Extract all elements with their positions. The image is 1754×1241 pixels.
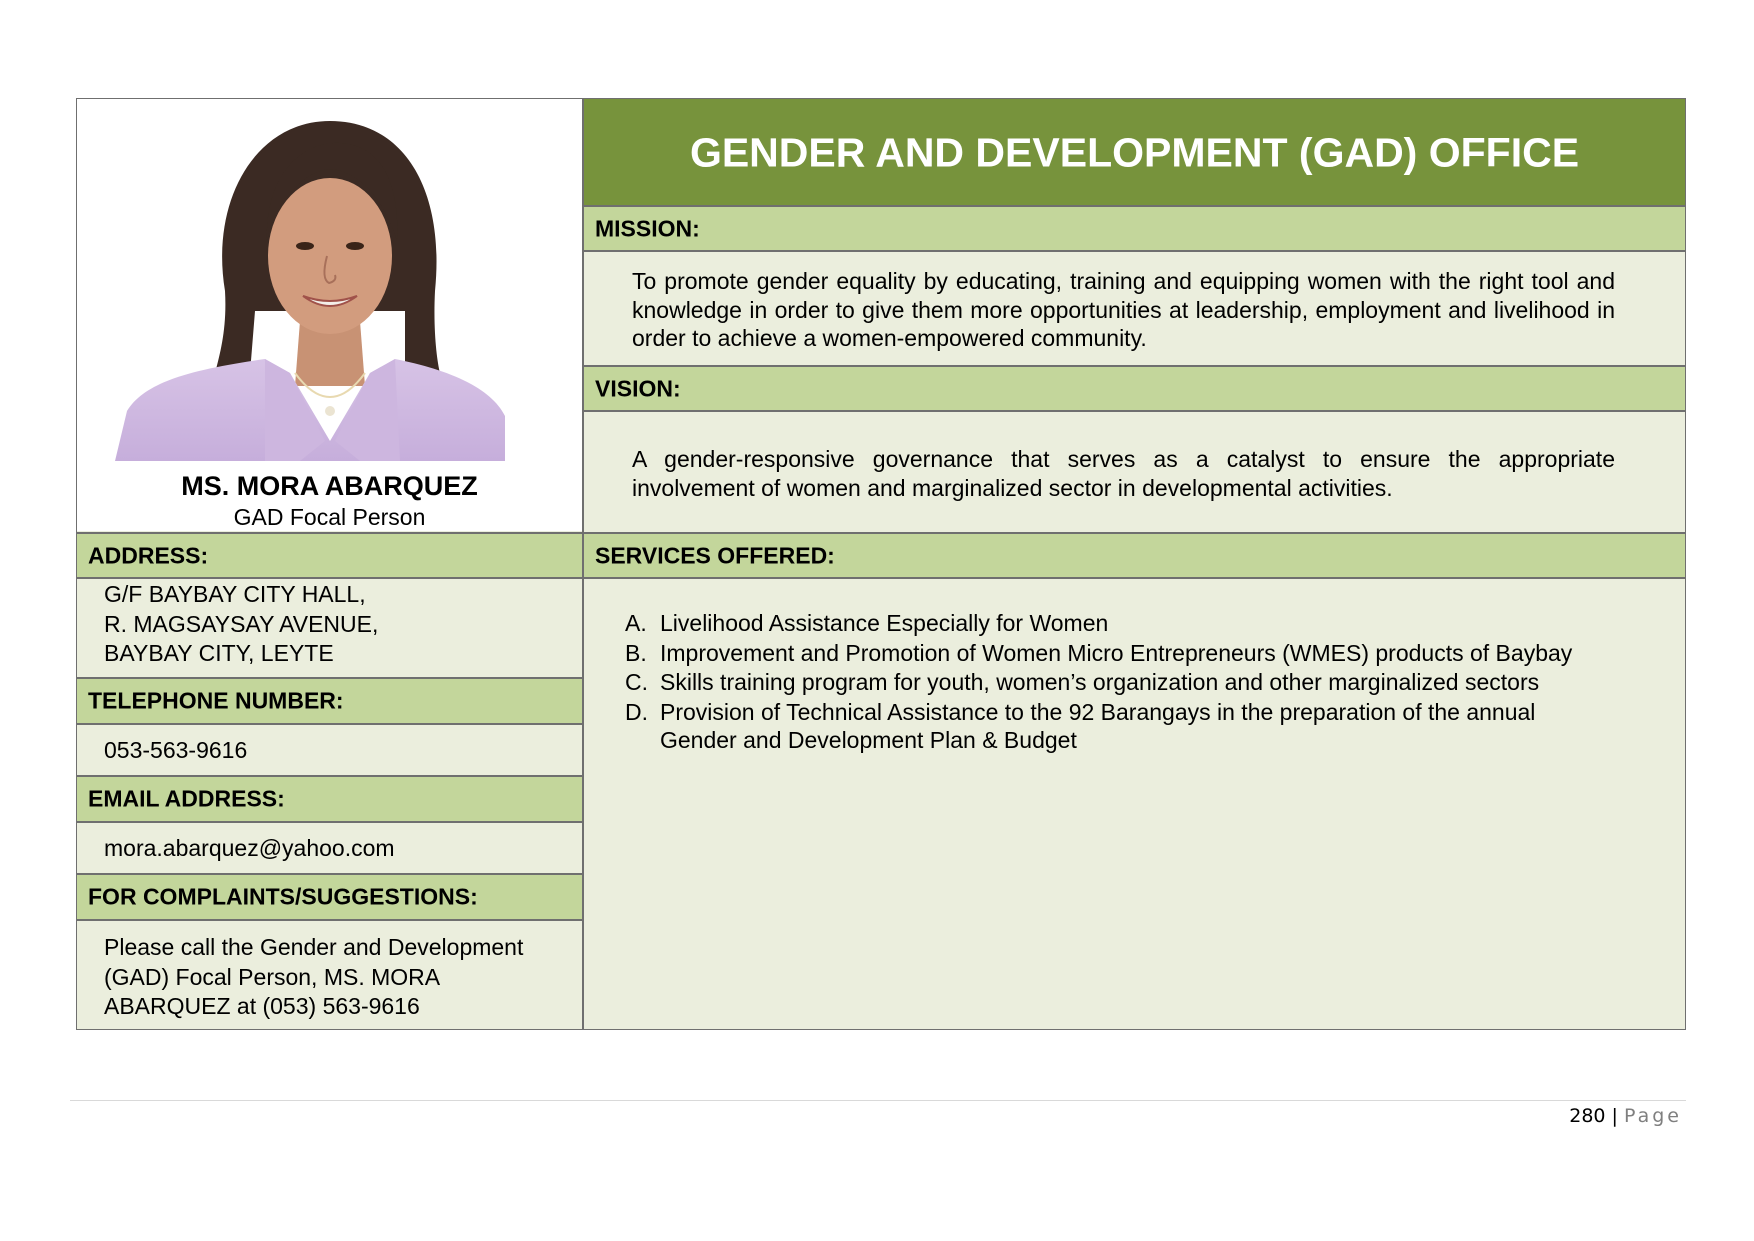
row-divider <box>584 250 1685 252</box>
complaints-line: (GAD) Focal Person, MS. MORA <box>104 963 441 990</box>
services-list <box>622 609 1582 756</box>
column-divider <box>582 99 584 1029</box>
list-item-text: Livelihood Assistance Especially for Women <box>660 610 1109 636</box>
complaints-label: FOR COMPLAINTS/SUGGESTIONS: <box>88 883 478 910</box>
complaints-line: Please call the Gender and Development <box>104 934 524 960</box>
page-number: 280 <box>1569 1105 1606 1127</box>
list-marker: C. <box>625 669 648 695</box>
row-divider <box>77 919 582 921</box>
office-info-card <box>76 98 1686 1030</box>
list-item <box>622 698 1582 755</box>
email-value: mora.abarquez@yahoo.com <box>104 835 395 861</box>
complaints-line: ABARQUEZ at (053) 563-9616 <box>104 993 420 1019</box>
row-divider <box>77 677 582 679</box>
office-title-bar <box>584 99 1685 206</box>
address-line: BAYBAY CITY, LEYTE <box>104 640 334 666</box>
telephone-label: TELEPHONE NUMBER: <box>88 687 344 714</box>
vision-header <box>584 366 1685 411</box>
list-item <box>622 668 1582 697</box>
vision-label: VISION: <box>595 375 681 401</box>
list-item-text: Provision of Technical Assistance to the 92 Barangays in the preparation of the annual Gender and Development Plan & Budget <box>660 698 1536 753</box>
complaints-text <box>104 933 523 1022</box>
person-name: MS. MORA ABARQUEZ <box>181 471 478 501</box>
mission-label: MISSION: <box>595 215 700 241</box>
complaints-header <box>77 874 582 920</box>
address-block <box>104 580 378 669</box>
footer-rule <box>70 1100 1686 1101</box>
mission-header <box>584 206 1685 251</box>
row-divider <box>77 775 582 777</box>
page-separator: | <box>1611 1105 1618 1127</box>
address-header <box>77 533 582 578</box>
list-item-text: Improvement and Promotion of Women Micro Entrepreneurs (WMES) products of Baybay <box>660 639 1573 666</box>
person-photo <box>115 111 505 461</box>
mission-text: To promote gender equality by educating, training and equipping women with the right tool and knowledge in order to give them more opportunities at leadership, employment and livelihood in order to achieve a women-empowered community. <box>632 268 1615 351</box>
office-title: GENDER AND DEVELOPMENT (GAD) OFFICE <box>689 129 1580 175</box>
row-divider <box>77 723 582 725</box>
services-header <box>584 533 1685 578</box>
vision-text: A gender-responsive governance that serves as a catalyst to ensure the appropriate involvement of women and marginalized sector in developmental activities. <box>632 446 1615 501</box>
person-role: GAD Focal Person <box>233 504 426 530</box>
row-divider <box>77 873 582 875</box>
photo-cell <box>77 99 582 531</box>
address-line: R. MAGSAYSAY AVENUE, <box>104 610 379 637</box>
list-item-text: Skills training program for youth, women’s organization and other marginalized sectors <box>660 669 1540 695</box>
email-label: EMAIL ADDRESS: <box>88 785 285 812</box>
list-marker: A. <box>625 610 647 636</box>
page-word: Page <box>1624 1105 1682 1127</box>
list-item <box>622 639 1582 668</box>
row-divider <box>584 410 1685 412</box>
row-divider <box>77 532 1685 534</box>
email-header <box>77 776 582 822</box>
services-label: SERVICES OFFERED: <box>595 542 835 568</box>
list-marker: B. <box>625 639 647 666</box>
list-marker: D. <box>625 698 648 725</box>
row-divider <box>584 365 1685 367</box>
address-line: G/F BAYBAY CITY HALL, <box>104 581 366 607</box>
row-divider <box>77 821 582 823</box>
row-divider <box>77 577 1685 579</box>
row-divider <box>584 205 1685 207</box>
list-item <box>622 609 1582 638</box>
telephone-value: 053-563-9616 <box>104 737 248 763</box>
telephone-header <box>77 678 582 724</box>
address-label: ADDRESS: <box>88 542 209 568</box>
page-footer <box>1569 1105 1682 1127</box>
